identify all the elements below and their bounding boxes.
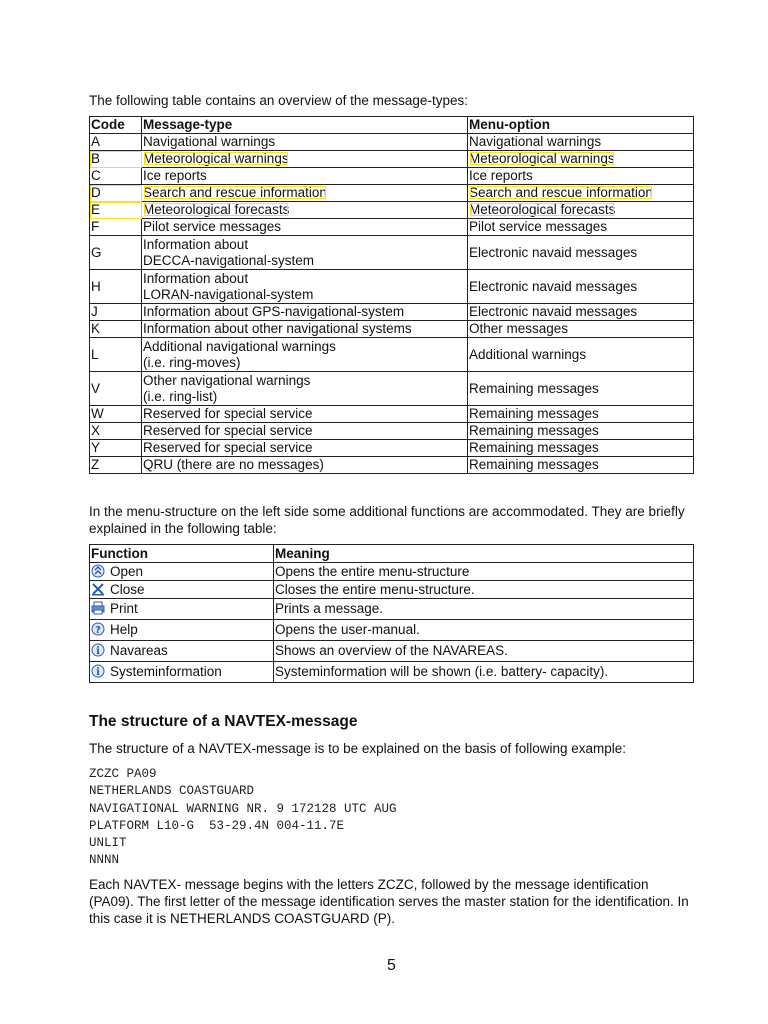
code-cell: K xyxy=(90,321,142,338)
menu-option-cell xyxy=(468,321,694,338)
message-type-text: Information about GPS-navigational-system xyxy=(143,304,405,320)
section-heading: The structure of a NAVTEX-message xyxy=(89,713,358,730)
info-icon xyxy=(91,643,105,657)
code-cell: C xyxy=(90,168,142,185)
function-label: Close xyxy=(110,581,145,597)
table-row xyxy=(90,641,694,662)
page-number: 5 xyxy=(387,957,396,974)
intro-text: The following table contains an overview of the message-types: xyxy=(89,93,468,108)
meaning-cell: Systeminformation will be shown (i.e. battery- capacity). xyxy=(274,662,694,683)
message-type-text: Information about other navigational systems xyxy=(143,321,412,337)
message-type-cell xyxy=(142,321,468,338)
menu-option-text: Electronic navaid messages xyxy=(469,244,638,260)
menu-option-text: Other messages xyxy=(469,321,569,337)
table-header-row xyxy=(90,545,694,563)
message-type-cell xyxy=(142,423,468,440)
message-type-text: Reserved for special service xyxy=(143,406,313,422)
menu-option-cell xyxy=(468,151,694,168)
message-type-cell xyxy=(142,406,468,423)
code-cell: H xyxy=(90,270,142,304)
meaning-cell: Shows an overview of the NAVAREAS. xyxy=(274,641,694,662)
function-label: Help xyxy=(110,622,138,638)
header-menu-option: Menu-option xyxy=(468,117,694,134)
table-row xyxy=(90,151,694,168)
function-cell xyxy=(90,599,274,620)
info-icon xyxy=(91,664,105,678)
menu-option-text: Pilot service messages xyxy=(469,219,608,235)
code-cell: F xyxy=(90,219,142,236)
menu-option-text: Remaining messages xyxy=(469,406,599,422)
table-row xyxy=(90,202,694,219)
menu-option-text: Electronic navaid messages xyxy=(469,304,638,320)
menu-option-cell xyxy=(468,338,694,372)
message-type-cell xyxy=(142,270,468,304)
menu-option-text: Search and rescue information xyxy=(469,185,653,201)
meaning-cell: Prints a message. xyxy=(274,599,694,620)
message-type-text: Ice reports xyxy=(143,168,207,184)
message-type-text: Navigational warnings xyxy=(143,134,276,150)
table-row xyxy=(90,599,694,620)
message-type-cell xyxy=(142,185,468,202)
message-type-text: Information about LORAN-navigational-system xyxy=(143,271,314,302)
table-row xyxy=(90,168,694,185)
menu-option-text: Remaining messages xyxy=(469,457,599,473)
message-type-cell xyxy=(142,457,468,474)
message-type-cell xyxy=(142,151,468,168)
table-row xyxy=(90,270,694,304)
menu-option-text: Additional warnings xyxy=(469,346,587,362)
print-icon xyxy=(91,601,105,615)
menu-option-text: Remaining messages xyxy=(469,440,599,456)
menu-option-text: Remaining messages xyxy=(469,380,599,396)
menu-option-cell xyxy=(468,406,694,423)
menu-option-cell xyxy=(468,168,694,185)
table-row xyxy=(90,304,694,321)
message-type-cell xyxy=(142,168,468,185)
table-row xyxy=(90,372,694,406)
message-type-text: Additional navigational warnings (i.e. ring-moves) xyxy=(143,339,336,370)
table-row xyxy=(90,563,694,581)
table-row xyxy=(90,236,694,270)
navtex-example: ZCZC PA09 NETHERLANDS COASTGUARD NAVIGATIONAL WARNING NR. 9 172128 UTC AUG PLATFORM L10-G 53-29.4N 004-11.7E UNLIT NNNN xyxy=(89,767,397,868)
message-type-cell xyxy=(142,134,468,151)
function-cell xyxy=(90,581,274,599)
message-types-table xyxy=(89,116,694,474)
function-cell xyxy=(90,563,274,581)
explanation-text: Each NAVTEX- message begins with the letters ZCZC, followed by the message identification (PA09). The first letter of the message identification serves the master station for the identification. In this case it is NETHERLANDS COASTGUARD (P). xyxy=(89,877,689,926)
header-function: Function xyxy=(90,545,274,563)
table-row xyxy=(90,620,694,641)
svg-text:?: ? xyxy=(95,625,101,637)
menu-option-text: Navigational warnings xyxy=(469,134,602,150)
function-cell xyxy=(90,662,274,683)
table-row xyxy=(90,185,694,202)
table-row xyxy=(90,321,694,338)
message-type-text: Search and rescue information xyxy=(143,185,327,201)
message-type-text: QRU (there are no messages) xyxy=(143,457,324,473)
function-label: Systeminformation xyxy=(110,664,222,680)
code-cell: L xyxy=(90,338,142,372)
menu-option-cell xyxy=(468,457,694,474)
message-type-cell xyxy=(142,236,468,270)
code-cell: V xyxy=(90,372,142,406)
menu-option-text: Meteorological warnings xyxy=(469,151,615,167)
table-row xyxy=(90,457,694,474)
header-meaning: Meaning xyxy=(274,545,694,563)
meaning-cell: Opens the user-manual. xyxy=(274,620,694,641)
message-type-cell xyxy=(142,304,468,321)
code-cell: B xyxy=(90,151,142,168)
menu-option-cell xyxy=(468,134,694,151)
table-row xyxy=(90,423,694,440)
open-icon xyxy=(91,564,105,578)
table-row xyxy=(90,406,694,423)
table-row xyxy=(90,581,694,599)
menu-option-text: Meteorological forecasts xyxy=(469,202,616,218)
code-cell: J xyxy=(90,304,142,321)
table-row xyxy=(90,440,694,457)
table-row xyxy=(90,338,694,372)
function-label: Print xyxy=(110,601,138,617)
code-cell: Y xyxy=(90,440,142,457)
message-type-text: Meteorological warnings xyxy=(143,151,289,167)
menu-option-cell xyxy=(468,372,694,406)
meaning-cell: Opens the entire menu-structure xyxy=(274,563,694,581)
menu-option-cell xyxy=(468,423,694,440)
code-cell: A xyxy=(90,134,142,151)
function-cell xyxy=(90,620,274,641)
menu-option-text: Ice reports xyxy=(469,168,533,184)
table-header-row xyxy=(90,117,694,134)
message-type-cell xyxy=(142,219,468,236)
message-type-text: Meteorological forecasts xyxy=(143,202,290,218)
table-row xyxy=(90,662,694,683)
code-cell: E xyxy=(90,202,142,219)
message-type-cell xyxy=(142,202,468,219)
menu-option-cell xyxy=(468,236,694,270)
structure-intro-text: The structure of a NAVTEX-message is to be explained on the basis of following example: xyxy=(89,741,627,756)
menu-option-cell xyxy=(468,304,694,321)
svg-text:i: i xyxy=(96,667,100,679)
message-type-text: Information about DECCA-navigational-system xyxy=(143,237,315,268)
table-row xyxy=(90,134,694,151)
code-cell: D xyxy=(90,185,142,202)
menu-option-cell xyxy=(468,270,694,304)
message-type-cell xyxy=(142,372,468,406)
message-type-cell xyxy=(142,440,468,457)
menu-option-cell xyxy=(468,185,694,202)
code-cell: W xyxy=(90,406,142,423)
code-cell: G xyxy=(90,236,142,270)
function-label: Open xyxy=(110,563,144,579)
svg-text:i: i xyxy=(96,646,100,658)
code-cell: Z xyxy=(90,457,142,474)
table-row xyxy=(90,219,694,236)
menu-option-cell xyxy=(468,219,694,236)
menu-option-cell xyxy=(468,202,694,219)
help-icon xyxy=(91,622,105,636)
function-label: Navareas xyxy=(110,643,168,659)
menu-option-text: Electronic navaid messages xyxy=(469,278,638,294)
close-icon xyxy=(91,582,105,596)
code-cell: X xyxy=(90,423,142,440)
menu-option-text: Remaining messages xyxy=(469,423,599,439)
header-code: Code xyxy=(90,117,142,134)
message-type-text: Pilot service messages xyxy=(143,219,282,235)
message-type-text: Reserved for special service xyxy=(143,423,313,439)
meaning-cell: Closes the entire menu-structure. xyxy=(274,581,694,599)
menu-option-cell xyxy=(468,440,694,457)
functions-table xyxy=(89,544,694,683)
header-message-type: Message-type xyxy=(142,117,468,134)
message-type-cell xyxy=(142,338,468,372)
functions-intro-text: In the menu-structure on the left side some additional functions are accommodated. They are briefly explained in the following table: xyxy=(89,504,685,536)
message-type-text: Other navigational warnings (i.e. ring-list) xyxy=(143,373,311,404)
function-cell xyxy=(90,641,274,662)
message-type-text: Reserved for special service xyxy=(143,440,313,456)
